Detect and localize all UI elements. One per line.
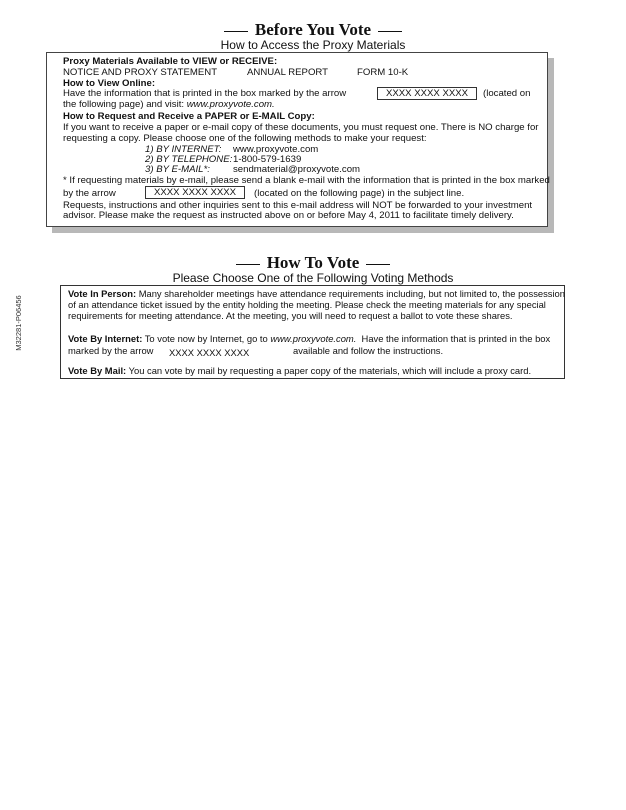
view-online-url[interactable]: www.proxyvote.com. <box>186 99 275 110</box>
internet-url[interactable]: www.proxyvote.com. <box>270 333 357 344</box>
before-title-text: Before You Vote <box>254 20 372 39</box>
how-to-vote-heading <box>0 253 626 273</box>
method-email-label: 3) BY E-MAIL*: <box>145 164 210 175</box>
internet-control-number: XXXX XXXX XXXX <box>169 347 250 358</box>
mail-text: You can vote by mail by requesting a paper copy of the materials, which will include a proxy card. <box>128 365 532 376</box>
requests-text-2: advisor. Please make the request as instructed above on or before May 4, 2011 to facilitate timely delivery. <box>63 210 514 221</box>
vote-by-mail-label: Vote By Mail: <box>68 365 127 376</box>
proxy-materials-box <box>46 52 548 227</box>
internet-text-1b: Have the information that is printed in the box <box>361 333 551 344</box>
request-heading: How to Request and Receive a PAPER or E-MAIL Copy: <box>63 111 315 122</box>
material-notice: NOTICE AND PROXY STATEMENT <box>63 67 218 78</box>
how-subtitle: Please Choose One of the Following Voting Methods <box>172 271 454 285</box>
view-online-text: Have the information that is printed in the box marked by the arrow <box>63 88 347 99</box>
in-person-line-3: requirements for meeting attendance. At the meeting, you will need to request a ballot to vote these shares. <box>68 310 513 321</box>
heading-rule-left-2 <box>236 264 260 265</box>
heading-rule-right-2 <box>366 264 390 265</box>
email-note-1: * If requesting materials by e-mail, please send a blank e-mail with the information that is printed in the box marked <box>63 175 550 186</box>
material-form-10k: FORM 10-K <box>357 67 409 78</box>
request-text-1: If you want to receive a paper or e-mail copy of these documents, you must request one. There is NO charge for <box>63 122 539 133</box>
view-online-heading: How to View Online: <box>63 78 156 89</box>
in-person-line-1 <box>68 288 565 299</box>
view-online-visit <box>63 99 275 110</box>
materials-heading: Proxy Materials Available to VIEW or RECEIVE: <box>63 56 278 67</box>
before-subtitle: How to Access the Proxy Materials <box>220 38 406 52</box>
request-text-2: requesting a copy. Please choose one of the following methods to make your request: <box>63 133 427 144</box>
vote-by-internet-label: Vote By Internet: <box>68 333 143 344</box>
in-person-line-2: of an attendance ticket issued by the entity holding the meeting. Please check the meeting materials for any special <box>68 299 546 310</box>
view-online-located: (located on <box>483 88 531 99</box>
email-note-located: (located on the following page) in the subject line. <box>254 188 465 199</box>
view-online-visit-text: the following page) and visit: <box>63 99 185 110</box>
internet-line-2a: marked by the arrow <box>68 345 154 356</box>
material-annual-report: ANNUAL REPORT <box>247 67 329 78</box>
heading-rule-left <box>224 31 248 32</box>
vote-in-person-label: Vote In Person: <box>68 288 137 299</box>
internet-text-1a: To vote now by Internet, go to <box>144 333 268 344</box>
email-note-by-arrow: by the arrow <box>63 188 116 199</box>
method-telephone-value: 1-800-579-1639 <box>233 154 302 165</box>
internet-line-2b: available and follow the instructions. <box>293 345 444 356</box>
mail-line <box>68 365 531 376</box>
control-number-box-2: XXXX XXXX XXXX <box>145 186 245 199</box>
method-internet-value[interactable]: www.proxyvote.com <box>233 144 319 155</box>
voting-methods-box <box>60 285 565 379</box>
control-number-box: XXXX XXXX XXXX <box>377 87 477 100</box>
how-title-text: How To Vote <box>266 253 360 272</box>
heading-rule-right <box>378 31 402 32</box>
method-email-value[interactable]: sendmaterial@proxyvote.com <box>233 164 361 175</box>
internet-line-1 <box>68 333 550 344</box>
requests-text-1: Requests, instructions and other inquiries sent to this e-mail address will NOT be forwarded to your investment <box>63 200 533 211</box>
before-you-vote-heading <box>0 20 626 40</box>
method-telephone-label: 2) BY TELEPHONE: <box>145 154 233 165</box>
side-code: M32281-P06456 <box>14 295 23 351</box>
method-internet-label: 1) BY INTERNET: <box>145 144 222 155</box>
in-person-text-1: Many shareholder meetings have attendance requirements including, but not limited to, the possession <box>138 288 565 299</box>
